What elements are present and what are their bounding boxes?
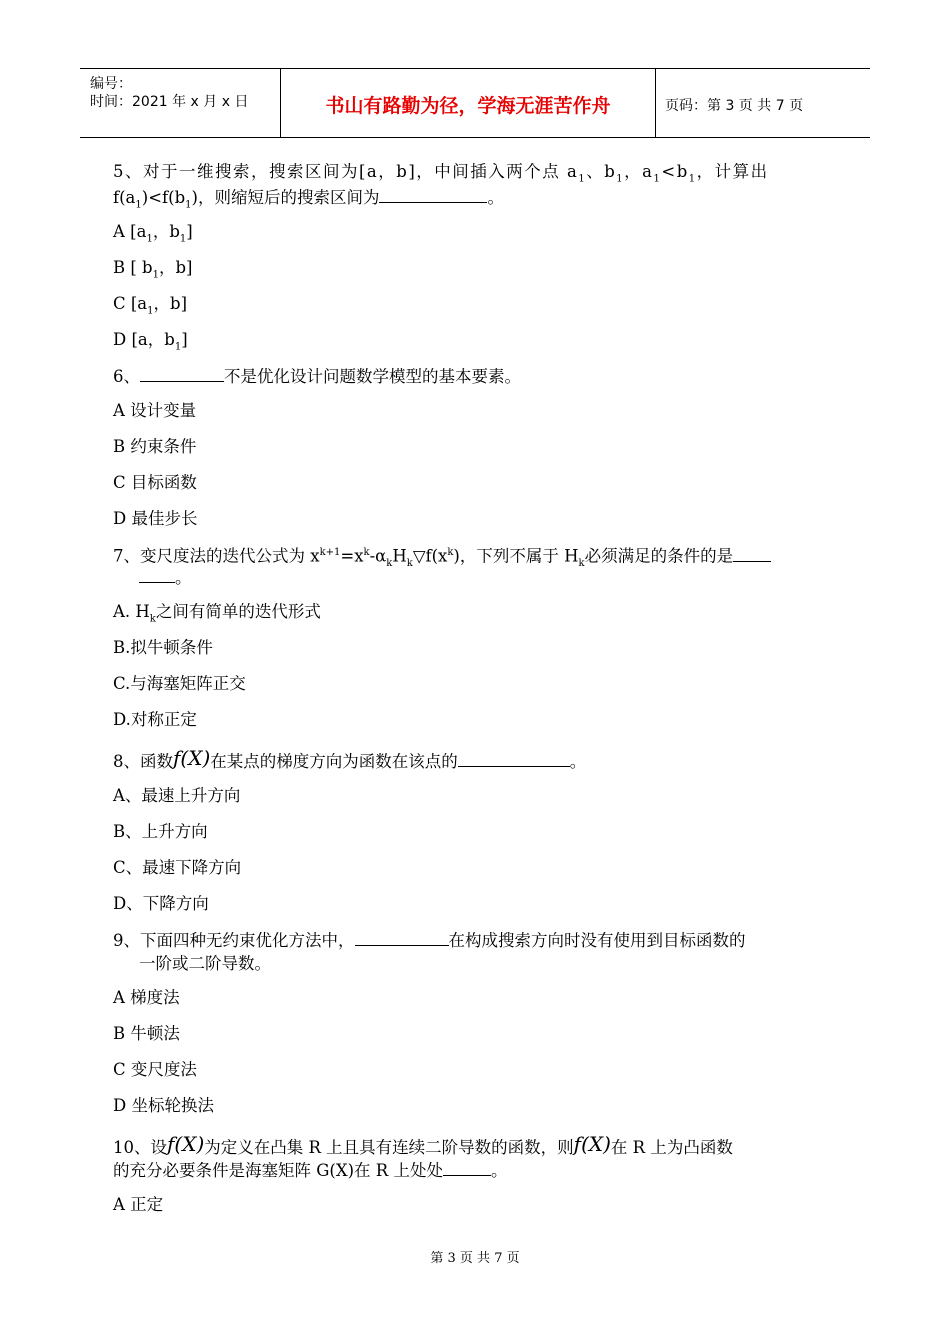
header-right-cell bbox=[655, 69, 870, 137]
q6-option-d: D 最佳步长 bbox=[113, 509, 198, 528]
q6-stem: 6、 不是优化设计问题数学模型的基本要素。 bbox=[113, 367, 521, 386]
q8-stem: 8、函数f(X)在某点的梯度方向为函数在该点的 。 bbox=[113, 746, 587, 771]
header-mid-cell bbox=[280, 69, 656, 137]
q9-option-a: A 梯度法 bbox=[113, 988, 180, 1007]
q9-option-c: C 变尺度法 bbox=[113, 1060, 197, 1079]
page-label: 页码：第 3 页 共 7 页 bbox=[665, 98, 804, 114]
answer-blank bbox=[140, 365, 224, 382]
answer-blank bbox=[443, 1159, 491, 1176]
q7-option-b: B.拟牛顿条件 bbox=[113, 638, 213, 657]
q8-option-d: D、下降方向 bbox=[113, 894, 209, 913]
answer-blank bbox=[139, 566, 175, 583]
q9-stem-line2: 一阶或二阶导数。 bbox=[139, 954, 271, 973]
q10-option-a: A 正定 bbox=[113, 1195, 164, 1214]
answer-blank bbox=[379, 186, 487, 203]
q7-option-a: A. $H_k$之间有简单的迭代形式 bbox=[113, 602, 321, 625]
q7-stem-line2: 。 bbox=[139, 566, 192, 589]
q9-option-d: D 坐标轮换法 bbox=[113, 1096, 214, 1115]
answer-blank bbox=[458, 750, 570, 767]
time-label: 时间：2021 年 x 月 x 日 bbox=[90, 94, 249, 110]
header-left-cell bbox=[80, 69, 280, 137]
q7-stem: 7、变尺度法的迭代公式为 $x^{k+1}=x^k-\alpha_kH_k▽f(x^k)$，下列不属于 $H_k$必须满足的条件的是 bbox=[113, 542, 771, 575]
q10-stem: 10、设f(X)为定义在凸集 R 上且具有连续二阶导数的函数，则f(X)在 R 上为凸函数 bbox=[113, 1132, 733, 1157]
q5-stem-line2: $f(a_1)<f(b_1)$，则缩短后的搜索区间为 。 bbox=[113, 188, 504, 211]
q8-option-b: B、上升方向 bbox=[113, 822, 208, 841]
page-footer: 第 3 页 共 7 页 bbox=[430, 1251, 520, 1266]
q5-option-c: C [$a_1$，b] bbox=[113, 294, 188, 317]
q5-option-a: A [$a_1$，$b_1$] bbox=[113, 222, 193, 245]
q8-option-a: A、最速上升方向 bbox=[113, 786, 241, 805]
answer-blank bbox=[733, 545, 771, 562]
q7-option-c: C.与海塞矩阵正交 bbox=[113, 674, 246, 693]
math-fx: f(X) bbox=[573, 1132, 611, 1156]
q5-stem: 5、对于一维搜索，搜索区间为[a，b]，中间插入两个点 $a_1$、$b_1$，$a_1<b_1$，计算出 bbox=[113, 162, 769, 185]
q7-option-d: D.对称正定 bbox=[113, 710, 197, 729]
answer-blank bbox=[355, 929, 449, 946]
q6-option-c: C 目标函数 bbox=[113, 473, 197, 492]
motto-text: 书山有路勤为径，学海无涯苦作舟 bbox=[325, 95, 611, 117]
math-fx: f(X) bbox=[173, 746, 211, 770]
q6-option-a: A 设计变量 bbox=[113, 401, 197, 420]
q9-option-b: B 牛顿法 bbox=[113, 1024, 180, 1043]
q5-option-d: D [a，$b_1$] bbox=[113, 330, 188, 353]
number-label: 编号： bbox=[90, 76, 132, 92]
q5-option-b: B [ $b_1$，b] bbox=[113, 258, 193, 281]
q10-stem-line2: 的充分必要条件是海塞矩阵 G(X)在 R 上处处 。 bbox=[113, 1161, 508, 1180]
q6-option-b: B 约束条件 bbox=[113, 437, 197, 456]
q9-stem: 9、下面四种无约束优化方法中， 在构成搜索方向时没有使用到目标函数的 bbox=[113, 931, 746, 950]
q8-option-c: C、最速下降方向 bbox=[113, 858, 242, 877]
page-header bbox=[80, 68, 870, 138]
math-fx: f(X) bbox=[167, 1132, 205, 1156]
